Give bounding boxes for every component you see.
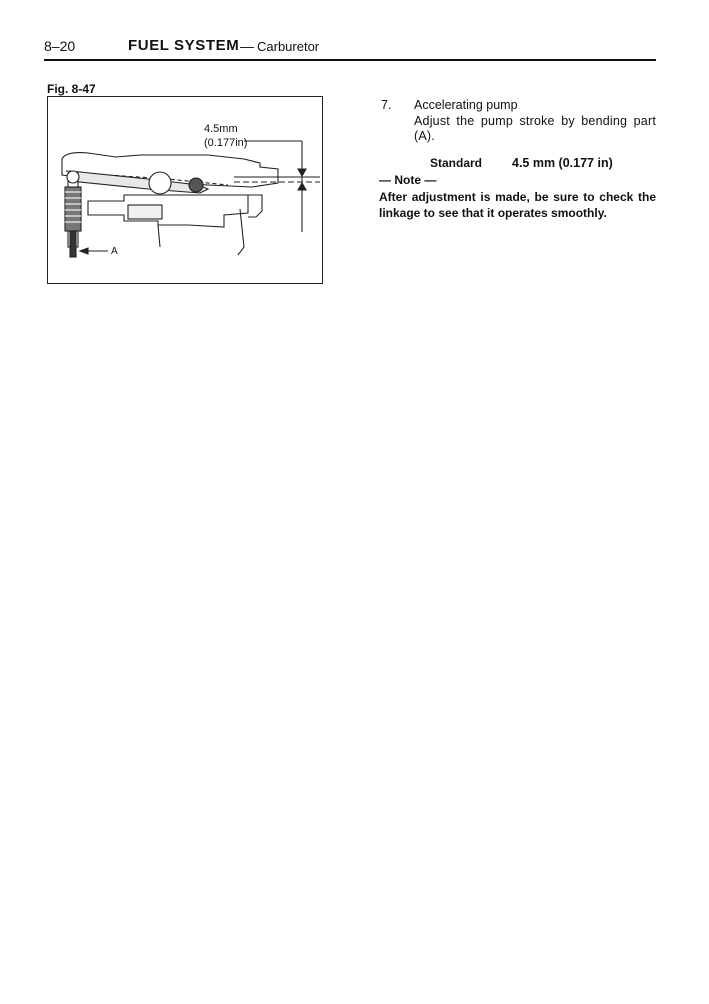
header-rule [44, 59, 656, 61]
mounting-block [128, 205, 162, 219]
body-flange [238, 209, 244, 255]
standard-label: Standard [430, 156, 483, 170]
dimension-arrow-bottom [298, 183, 306, 190]
pump-spring [65, 187, 81, 231]
bent-part-a [70, 231, 76, 257]
step-instruction: Adjust the pump stroke by bending part (A). [414, 114, 656, 143]
figure-frame [47, 96, 323, 284]
step-title: Accelerating pump [414, 98, 518, 112]
carburetor-linkage-diagram [48, 97, 324, 285]
throttle-bracket [248, 195, 262, 217]
pump-lever [70, 171, 208, 193]
part-label-a: A [111, 246, 118, 257]
rod-clip [67, 171, 79, 183]
standard-value: 4.5 mm (0.177 in) [512, 156, 613, 170]
note-text: After adjustment is made, be sure to check the linkage to see that it operates smoothly. [379, 190, 656, 220]
figure-label: Fig. 8-47 [47, 82, 96, 96]
subsection-title: Carburetor [257, 39, 320, 54]
step-number: 7. [381, 98, 392, 112]
page-number: 8–20 [44, 38, 76, 54]
title-separator: — [240, 38, 254, 54]
page-header [44, 38, 656, 60]
note-heading: — Note — [379, 173, 437, 187]
lever-roller [149, 172, 171, 194]
section-title: FUEL SYSTEM [128, 37, 240, 54]
part-a-arrow [80, 248, 88, 254]
dimension-mm: 4.5mm [204, 123, 238, 135]
carburetor-body [88, 195, 248, 227]
dimension-in: (0.177in) [204, 137, 248, 149]
dimension-arrow-top [298, 169, 306, 176]
lower-casting [158, 225, 160, 247]
lever-screw [189, 178, 203, 192]
